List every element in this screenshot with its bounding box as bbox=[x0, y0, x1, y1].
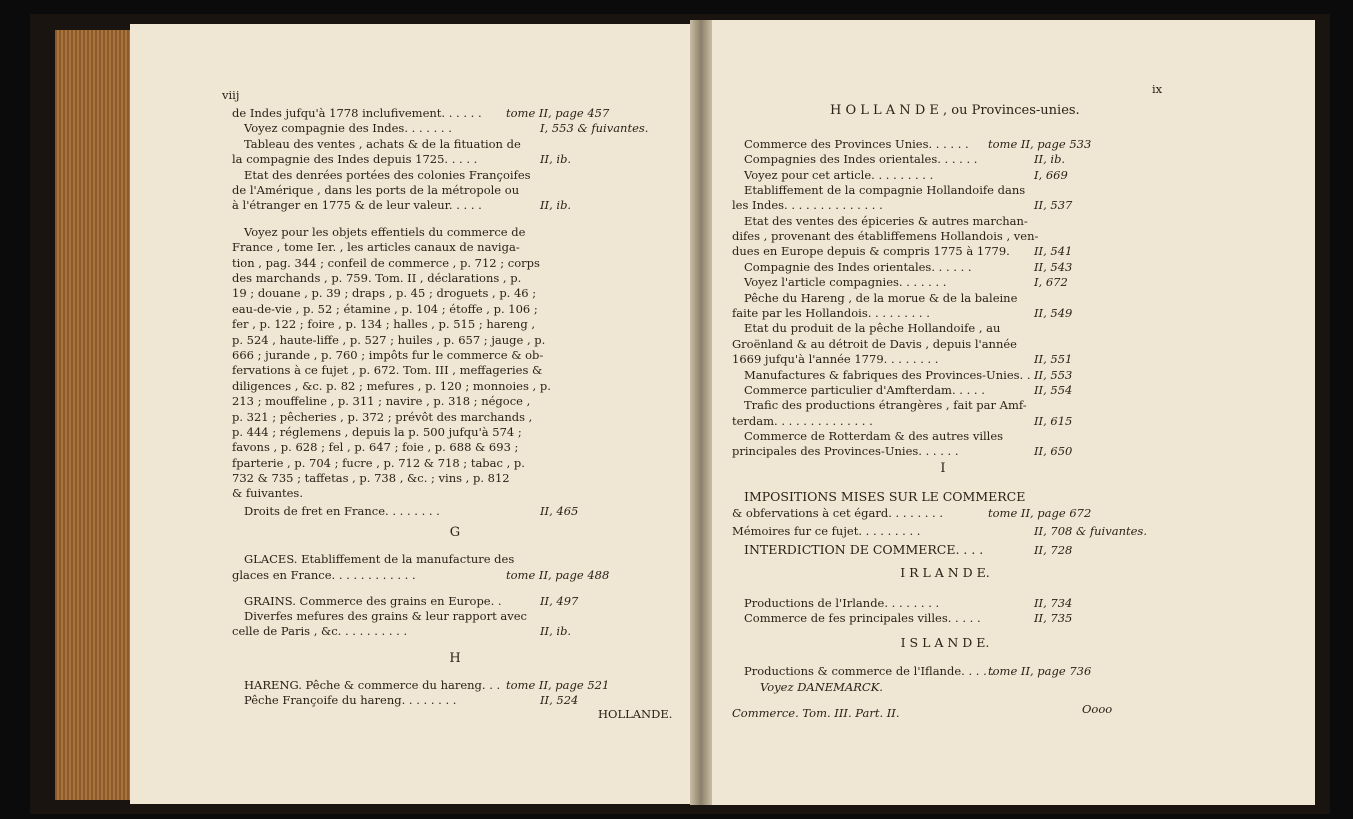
right-line: principales des Provinces-Unies. . . . . . bbox=[732, 444, 959, 458]
left-line: Tableau des ventes , achats & de la fituation de bbox=[244, 137, 521, 151]
catchword: HOLLANDE. bbox=[598, 707, 673, 721]
right-line: Commerce particulier d'Amfterdam. . . . . bbox=[744, 383, 985, 397]
right-ref: II, 735 bbox=[1034, 611, 1073, 625]
right-line: INTERDICTION DE COMMERCE. . . . bbox=[744, 542, 984, 557]
left-line: diligences , &c. p. 82 ; mefures , p. 120 ; monnoies , p. bbox=[232, 379, 551, 393]
right-line: IMPOSITIONS MISES SUR LE COMMERCE bbox=[744, 489, 1026, 504]
left-line: Voyez pour les objets effentiels du commerce de bbox=[244, 225, 526, 239]
left-ref: II, 465 bbox=[540, 504, 579, 518]
right-ref: tome II, page 736 bbox=[988, 664, 1092, 678]
left-line: p. 321 ; pêcheries , p. 372 ; prévôt des marchands , bbox=[232, 410, 533, 424]
left-line: 213 ; mouffeline , p. 311 ; navire , p. 318 ; négoce , bbox=[232, 394, 531, 408]
right-ref: II, 728 bbox=[1034, 543, 1073, 557]
left-line: la compagnie des Indes depuis 1725. . . . . bbox=[232, 152, 478, 166]
right-line: Compagnie des Indes orientales. . . . . . bbox=[744, 260, 972, 274]
left-line: Diverfes mefures des grains & leur rapport avec bbox=[244, 609, 527, 623]
left-line: eau-de-vie , p. 52 ; étamine , p. 104 ; étoffe , p. 106 ; bbox=[232, 302, 538, 316]
left-line: fervations à ce fujet , p. 672. Tom. III , meffageries & bbox=[232, 363, 543, 377]
right-ref: II, 734 bbox=[1034, 596, 1073, 610]
left-line: à l'étranger en 1775 & de leur valeur. . . . . bbox=[232, 198, 482, 212]
right-line: Etabliffement de la compagnie Hollandoife dans bbox=[744, 183, 1026, 197]
signature-line: Commerce. Tom. III. Part. II. bbox=[732, 706, 900, 720]
right-line: Voyez pour cet article. . . . . . . . . bbox=[744, 168, 934, 182]
left-line: celle de Paris , &c. . . . . . . . . . bbox=[232, 624, 408, 638]
right-line: les Indes. . . . . . . . . . . . . . bbox=[732, 198, 883, 212]
right-line: Voyez DANEMARCK. bbox=[760, 680, 883, 694]
right-line: Etat des ventes des épiceries & autres marchan- bbox=[744, 214, 1028, 228]
section-letter-g: G bbox=[449, 525, 461, 540]
left-line: p. 524 , haute-liffe , p. 527 ; huiles , p. 657 ; jauge , p. bbox=[232, 333, 546, 347]
left-ref: I, 553 & fuivantes. bbox=[540, 121, 649, 135]
left-ref: II, ib. bbox=[540, 198, 572, 212]
right-ref: I, 669 bbox=[1034, 168, 1068, 182]
right-ref: II, 541 bbox=[1034, 244, 1073, 258]
left-line: 19 ; douane , p. 39 ; draps , p. 45 ; droguets , p. 46 ; bbox=[232, 286, 537, 300]
right-ref: tome II, page 533 bbox=[988, 137, 1092, 151]
right-line: dues en Europe depuis & compris 1775 à 1779. bbox=[732, 244, 1010, 258]
right-line: Commerce de fes principales villes. . . . . bbox=[744, 611, 981, 625]
left-line: GLACES. Etabliffement de la manufacture des bbox=[244, 552, 515, 566]
right-ref: II, 553 bbox=[1034, 368, 1073, 382]
section-heading-islande: I S L A N D E. bbox=[900, 635, 990, 650]
left-line: 732 & 735 ; taffetas , p. 738 , &c. ; vins , p. 812 bbox=[232, 471, 510, 485]
page-edges bbox=[55, 30, 135, 800]
right-ref: II, 551 bbox=[1034, 352, 1073, 366]
right-line: Productions & commerce de l'Iflande. . . . . bbox=[744, 664, 995, 678]
section-letter-i: I bbox=[940, 461, 946, 476]
right-line: Compagnies des Indes orientales. . . . . . bbox=[744, 152, 978, 166]
right-ref: II, 708 & fuivantes. bbox=[1034, 524, 1147, 538]
left-ref: II, ib. bbox=[540, 152, 572, 166]
left-ref: tome II, page 457 bbox=[506, 106, 610, 120]
signature-mark: Oooo bbox=[1082, 702, 1113, 716]
left-line: HARENG. Pêche & commerce du hareng. . . bbox=[244, 678, 501, 692]
left-line: des marchands , p. 759. Tom. II , déclarations , p. bbox=[232, 271, 522, 285]
left-line: Droits de fret en France. . . . . . . . bbox=[244, 504, 440, 518]
right-line: Manufactures & fabriques des Provinces-Unies. . bbox=[744, 368, 1031, 382]
left-line: tion , pag. 344 ; confeil de commerce , p. 712 ; corps bbox=[232, 256, 540, 270]
section-letter-h: H bbox=[449, 651, 461, 666]
left-line: Pêche Françoife du hareng. . . . . . . . bbox=[244, 693, 457, 707]
section-heading-irlande: I R L A N D E. bbox=[900, 565, 990, 580]
left-line: Voyez compagnie des Indes. . . . . . . bbox=[244, 121, 452, 135]
right-line: difes , provenant des établiffemens Hollandois , ven- bbox=[732, 229, 1039, 243]
right-ref: I, 672 bbox=[1034, 275, 1068, 289]
left-page-number: viij bbox=[222, 88, 240, 102]
right-ref: II, 554 bbox=[1034, 383, 1073, 397]
book-gutter bbox=[690, 20, 712, 805]
right-ref: II, 543 bbox=[1034, 260, 1073, 274]
left-line: fparterie , p. 704 ; fucre , p. 712 & 718 ; tabac , p. bbox=[232, 456, 525, 470]
right-ref: tome II, page 672 bbox=[988, 506, 1092, 520]
right-ref: II, 615 bbox=[1034, 414, 1073, 428]
left-line: GRAINS. Commerce des grains en Europe. . bbox=[244, 594, 502, 608]
left-line: de l'Amérique , dans les ports de la métropole ou bbox=[232, 183, 520, 197]
left-line: 666 ; jurande , p. 760 ; impôts fur le commerce & ob- bbox=[232, 348, 544, 362]
right-line: Commerce des Provinces Unies. . . . . . bbox=[744, 137, 969, 151]
right-line: Productions de l'Irlande. . . . . . . . bbox=[744, 596, 940, 610]
left-line: de Indes jufqu'à 1778 inclufivement. . . . . . bbox=[232, 106, 482, 120]
left-ref: II, ib. bbox=[540, 624, 572, 638]
right-ref: II, 549 bbox=[1034, 306, 1073, 320]
right-line: Trafic des productions étrangères , fait par Amf- bbox=[744, 398, 1027, 412]
right-ref: II, 537 bbox=[1034, 198, 1073, 212]
left-ref: II, 497 bbox=[540, 594, 579, 608]
right-ref: II, ib. bbox=[1034, 152, 1066, 166]
left-line: fer , p. 122 ; foire , p. 134 ; halles , p. 515 ; hareng , bbox=[232, 317, 536, 331]
right-page-number: ix bbox=[1152, 82, 1163, 96]
right-line: terdam. . . . . . . . . . . . . . bbox=[732, 414, 873, 428]
left-ref: tome II, page 488 bbox=[506, 568, 610, 582]
left-line: & fuivantes. bbox=[232, 486, 303, 500]
right-line: Commerce de Rotterdam & des autres villes bbox=[744, 429, 1004, 443]
right-line: faite par les Hollandois. . . . . . . . . bbox=[732, 306, 930, 320]
left-line: Etat des denrées portées des colonies Françoifes bbox=[244, 168, 531, 182]
left-line: favons , p. 628 ; fel , p. 647 ; foie , p. 688 & 693 ; bbox=[232, 440, 519, 454]
right-line: Pêche du Hareng , de la morue & de la baleine bbox=[744, 291, 1018, 305]
right-line: 1669 jufqu'à l'année 1779. . . . . . . . bbox=[732, 352, 939, 366]
left-line: p. 444 ; réglemens , depuis la p. 500 jufqu'à 574 ; bbox=[232, 425, 522, 439]
section-heading: H O L L A N D E , ou Provinces-unies. bbox=[830, 103, 1080, 118]
left-ref: II, 524 bbox=[540, 693, 579, 707]
right-line: & obfervations à cet égard. . . . . . . . bbox=[732, 506, 944, 520]
left-line: glaces en France. . . . . . . . . . . . bbox=[232, 568, 416, 582]
left-line: France , tome Ier. , les articles canaux de naviga- bbox=[232, 240, 520, 254]
right-line: Etat du produit de la pêche Hollandoife , au bbox=[744, 321, 1001, 335]
right-line: Mémoires fur ce fujet. . . . . . . . . bbox=[732, 524, 921, 538]
right-line: Groënland & au détroit de Davis , depuis l'année bbox=[732, 337, 1017, 351]
right-ref: II, 650 bbox=[1034, 444, 1073, 458]
left-ref: tome II, page 521 bbox=[506, 678, 610, 692]
right-line: Voyez l'article compagnies. . . . . . . bbox=[744, 275, 947, 289]
